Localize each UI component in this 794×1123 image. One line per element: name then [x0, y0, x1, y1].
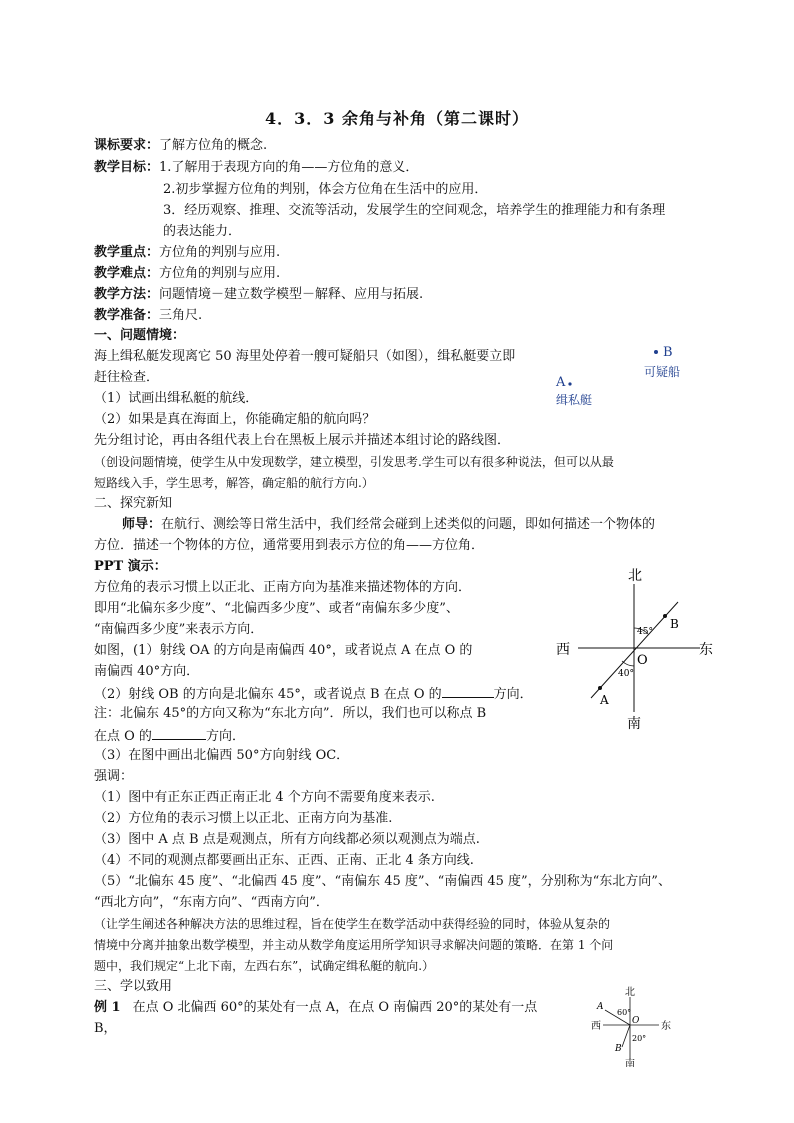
- point-b-dot: [654, 350, 658, 354]
- point-b-dot: [663, 614, 667, 618]
- note-line: （创设问题情境，使学生从中发现数学，建立模型，引发思考.学生可以有很多种说法，但可以从最: [94, 455, 614, 469]
- point-a-label: A: [556, 375, 566, 390]
- header-line-9: [94, 306, 202, 326]
- ray-ob: [622, 1025, 630, 1047]
- example-text: 在点 O 北偏西 60°的某处有一点 A，在点 O 南偏西 20°的某处有一点: [132, 1000, 538, 1015]
- example-compass-figure: [585, 985, 690, 1067]
- point-a-label: A: [600, 693, 609, 707]
- header-text: 问题情境－建立数学模型－解释、应用与拓展.: [159, 287, 424, 302]
- section-heading: 一、问题情境：: [94, 328, 186, 343]
- ppt-heading: PPT 演示：: [94, 559, 167, 574]
- angle-a-label: 60°: [617, 1008, 632, 1017]
- point-b-label: B: [615, 1044, 622, 1054]
- example-line-2: B，: [94, 1021, 117, 1036]
- point-a-label: A: [597, 1002, 604, 1012]
- west-label: 西: [591, 1021, 601, 1032]
- paragraph-line: 方位角的表示习惯上以正北、正南方向为基准来描述物体的方向．: [94, 580, 472, 595]
- paragraph-line: 赶往检查．: [94, 370, 160, 385]
- paragraph-line: （2）如果是真在海面上，你能确定船的航向吗？: [94, 412, 376, 427]
- paragraph-line: 如图，(1）射线 OA 的方向是南偏西 40°，或者说点 A 在点 O 的: [94, 643, 473, 658]
- south-label: 南: [625, 1059, 635, 1067]
- north-label: 北: [628, 568, 642, 584]
- origin-label: O: [632, 1016, 640, 1026]
- question-2-line: [94, 683, 533, 705]
- paragraph-line: 南偏西 40°方向．: [94, 664, 200, 679]
- header-label: 教学重点：: [94, 245, 160, 260]
- header-line-2: [94, 158, 418, 178]
- point-b-label: B: [670, 617, 679, 631]
- header-line-1: [94, 136, 267, 156]
- teacher-text: 在航行、测绘等日常生活中，我们经常会碰到上述类似的问题，即如何描述一个物体的: [161, 517, 656, 532]
- emphasis-line: （1）图中有正东正西正南正北 4 个方向不需要角度来表示.: [94, 790, 435, 805]
- note-line: 注：北偏东 45°的方向又称为“东北方向”．所以，我们也可以称点 B: [94, 706, 487, 721]
- header-label: 教学准备：: [94, 308, 160, 323]
- paragraph-line: “南偏西多少度”来表示方向．: [94, 622, 264, 637]
- ship-figure: [548, 340, 698, 412]
- east-label: 东: [699, 642, 713, 658]
- note-tail: 方向．: [205, 729, 245, 744]
- section-heading: 二、探究新知: [94, 496, 173, 511]
- note-line: 情境中分离并抽象出数学模型，并主动从数学角度运用所学知识寻求解决问题的策略．在第 1 个问: [94, 938, 614, 952]
- point-a-dot: [568, 382, 571, 385]
- answer-blank[interactable]: [152, 725, 206, 740]
- emphasis-line: （3）图中 A 点 B 点是观测点，所有方向线都必须以观测点为端点.: [94, 832, 480, 847]
- question-2-text: （2）射线 OB 的方向是北偏东 45°，或者说点 B 在点 O 的: [94, 687, 442, 702]
- header-text: 方位角的判别与应用.: [159, 266, 281, 281]
- point-a-dot: [598, 686, 602, 690]
- header-line-8: [94, 285, 423, 305]
- paragraph-line: （1）试画出缉私艇的航线．: [94, 391, 259, 406]
- paragraph-line: 海上缉私艇发现离它 50 海里处停着一艘可疑船只（如图），缉私艇要立即: [94, 349, 516, 364]
- origin-label: O: [637, 653, 648, 668]
- point-b-label: B: [663, 345, 673, 360]
- note-line-2: [94, 725, 245, 747]
- angle-b-label: 20°: [632, 1034, 647, 1043]
- note-text: 在点 O 的: [94, 729, 152, 744]
- suspect-ship-label: 可疑船: [644, 365, 681, 379]
- header-text: 的表达能力．: [163, 224, 242, 239]
- question-2-tail: 方向．: [493, 687, 533, 702]
- header-line-6: [94, 243, 280, 263]
- example-line: [94, 998, 537, 1018]
- header-text: 方位角的判别与应用.: [159, 245, 281, 260]
- header-text: 3．经历观察、推理、交流等活动，发展学生的空间观念，培养学生的推理能力和有条理: [163, 203, 666, 218]
- header-line-5: [163, 222, 241, 242]
- teacher-line: [122, 515, 655, 535]
- note-line: 题中，我们规定“上北下南，左西右东”，试确定缉私艇的航向.）: [94, 959, 435, 973]
- emphasis-heading: 强调：: [94, 769, 134, 784]
- example-label: 例 1: [94, 1000, 121, 1015]
- header-line-7: [94, 264, 280, 284]
- header-label: 教学目标：: [94, 160, 160, 175]
- north-label: 北: [625, 987, 635, 998]
- west-label: 西: [556, 642, 570, 658]
- answer-blank[interactable]: [442, 683, 494, 698]
- east-label: 东: [661, 1021, 671, 1032]
- note-line: （让学生阐述各种解决方法的思维过程，旨在使学生在数学活动中获得经验的同时，体验从复杂的: [94, 917, 611, 931]
- header-label: 教学难点：: [94, 266, 160, 281]
- emphasis-line: （4）不同的观测点都要画出正东、正西、正南、正北 4 条方向线.: [94, 853, 474, 868]
- compass-figure: [548, 560, 718, 735]
- header-text: 2.初步掌握方位角的判别，体会方位角在生活中的应用．: [163, 182, 488, 197]
- paragraph-line: 即用“北偏东多少度”、“北偏西多少度”、或者“南偏东多少度”、: [94, 601, 459, 616]
- header-text: 了解方位角的概念.: [159, 138, 268, 153]
- paragraph-line: 先分组讨论，再由各组代表上台在黑板上展示并描述本组讨论的路线图．: [94, 433, 511, 448]
- emphasis-line: “西北方向”，“东南方向”、“西南方向”．: [94, 895, 329, 910]
- angle-a-label: 40°: [618, 669, 634, 679]
- header-line-3: [163, 180, 487, 200]
- question-3-line: （3）在图中画出北偏西 50°方向射线 OC．: [94, 748, 350, 763]
- teacher-label: 师导：: [122, 517, 162, 532]
- patrol-boat-label: 缉私艇: [556, 393, 593, 407]
- header-label: 教学方法：: [94, 287, 160, 302]
- south-label: 南: [627, 716, 641, 732]
- note-line: 短路线入手，学生思考，解答，确定船的航行方向.）: [94, 476, 374, 490]
- emphasis-line: （5）“北偏东 45 度”、“北偏西 45 度”、“南偏东 45 度”、“南偏西 45 度”，分别称为“东北方向”、: [94, 874, 671, 889]
- emphasis-line: （2）方位角的表示习惯上以正北、正南方向为基准.: [94, 811, 393, 826]
- paragraph-line: 方位．描述一个物体的方位，通常要用到表示方位的角——方位角．: [94, 538, 485, 553]
- section-heading: 三、学以致用: [94, 979, 173, 994]
- page-title: 4．3．3 余角与补角（第二课时）: [265, 109, 529, 128]
- header-line-4: [163, 201, 665, 221]
- header-label: 课标要求：: [94, 138, 160, 153]
- angle-b-label: 45°: [637, 627, 653, 637]
- header-text: 三角尺.: [159, 308, 203, 323]
- header-text: 1.了解用于表现方向的角——方位角的意义．: [159, 160, 419, 175]
